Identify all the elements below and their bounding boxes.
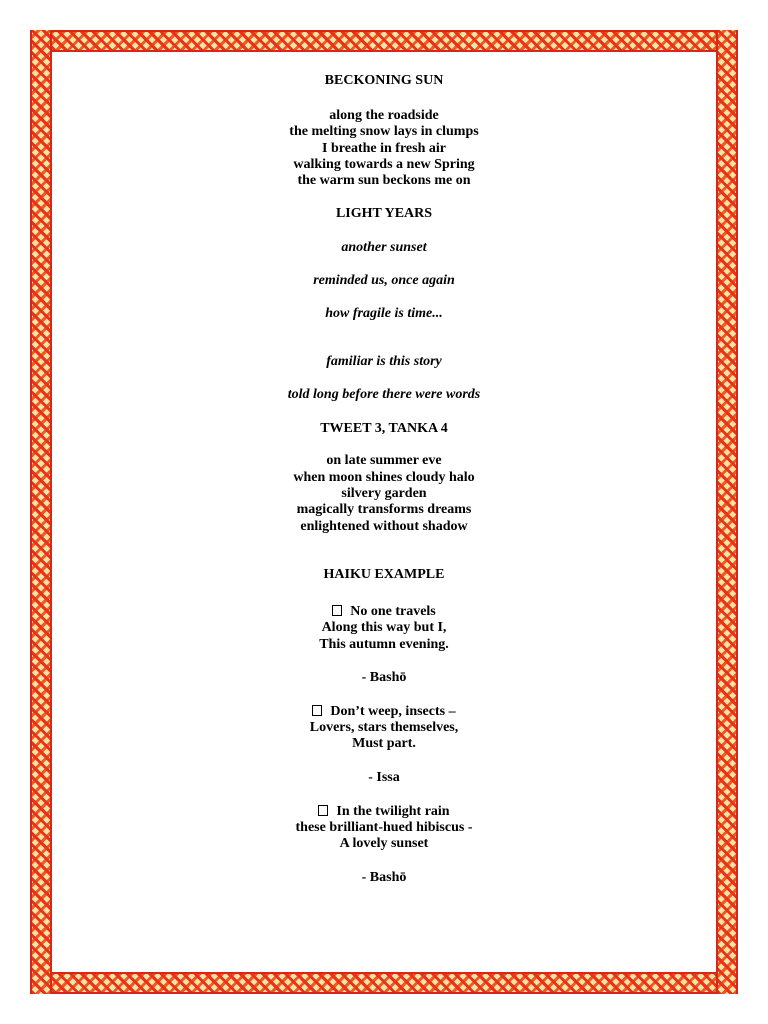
poem-line: magically transforms dreams bbox=[296, 502, 472, 518]
haiku-item bbox=[60, 704, 708, 753]
poem-line-text: No one travels bbox=[350, 603, 436, 619]
poem-title: TWEET 3, TANKA 4 bbox=[320, 421, 448, 437]
decorative-border-right bbox=[716, 30, 738, 994]
poem-line: A lovely sunset bbox=[339, 836, 429, 852]
poem-line: on late summer eve bbox=[326, 453, 442, 469]
poem-line: This autumn evening. bbox=[319, 636, 449, 652]
poem-beckoning-sun bbox=[60, 72, 708, 189]
poem-line: familiar is this story bbox=[326, 354, 442, 370]
bullet-box-icon bbox=[318, 805, 328, 816]
poem-title: BECKONING SUN bbox=[324, 73, 444, 88]
poem-line: Lovers, stars themselves, bbox=[309, 720, 459, 736]
poem-line: reminded us, once again bbox=[313, 273, 455, 289]
haiku-item bbox=[60, 604, 708, 653]
haiku-section bbox=[60, 566, 708, 886]
poem-line: along the roadside bbox=[329, 108, 439, 123]
poem-line bbox=[60, 804, 708, 820]
poem-line: these brilliant-hued hibiscus - bbox=[295, 820, 473, 836]
poem-stanza bbox=[60, 108, 708, 189]
poem-title: LIGHT YEARS bbox=[335, 206, 433, 222]
poem-stanza bbox=[60, 453, 708, 534]
poem-line bbox=[60, 604, 708, 620]
decorative-border-bottom bbox=[30, 972, 738, 994]
poem-line: I breathe in fresh air bbox=[322, 140, 446, 156]
haiku-author: - Bashō bbox=[361, 669, 407, 685]
decorative-border-left bbox=[30, 30, 52, 994]
poem-line-text: Don’t weep, insects – bbox=[330, 703, 456, 719]
poem-line: Along this way but I, bbox=[321, 620, 447, 636]
section-title: HAIKU EXAMPLE bbox=[323, 566, 445, 582]
decorative-border-top bbox=[30, 30, 738, 52]
poem-line: how fragile is time... bbox=[325, 306, 443, 322]
poem-line: enlightened without shadow bbox=[300, 518, 468, 534]
poem-line: told long before there were words bbox=[287, 387, 481, 403]
haiku-item bbox=[60, 804, 708, 853]
poem-line: walking towards a new Spring bbox=[293, 156, 475, 172]
poem-line: silvery garden bbox=[341, 486, 427, 502]
poem-line-text: In the twilight rain bbox=[336, 803, 450, 819]
haiku-author: - Bashō bbox=[361, 869, 407, 885]
poem-line bbox=[60, 704, 708, 720]
bullet-box-icon bbox=[312, 705, 322, 716]
poem-line: another sunset bbox=[341, 240, 427, 256]
poem-line: the melting snow lays in clumps bbox=[289, 124, 479, 140]
haiku-author: - Issa bbox=[368, 769, 400, 785]
poem-line: when moon shines cloudy halo bbox=[293, 469, 475, 485]
poem-light-years bbox=[60, 205, 708, 403]
poem-line: Must part. bbox=[352, 736, 416, 752]
bullet-box-icon bbox=[332, 605, 342, 616]
document-body bbox=[60, 72, 708, 886]
poem-tweet-tanka bbox=[60, 420, 708, 534]
poem-line: the warm sun beckons me on bbox=[297, 173, 471, 189]
